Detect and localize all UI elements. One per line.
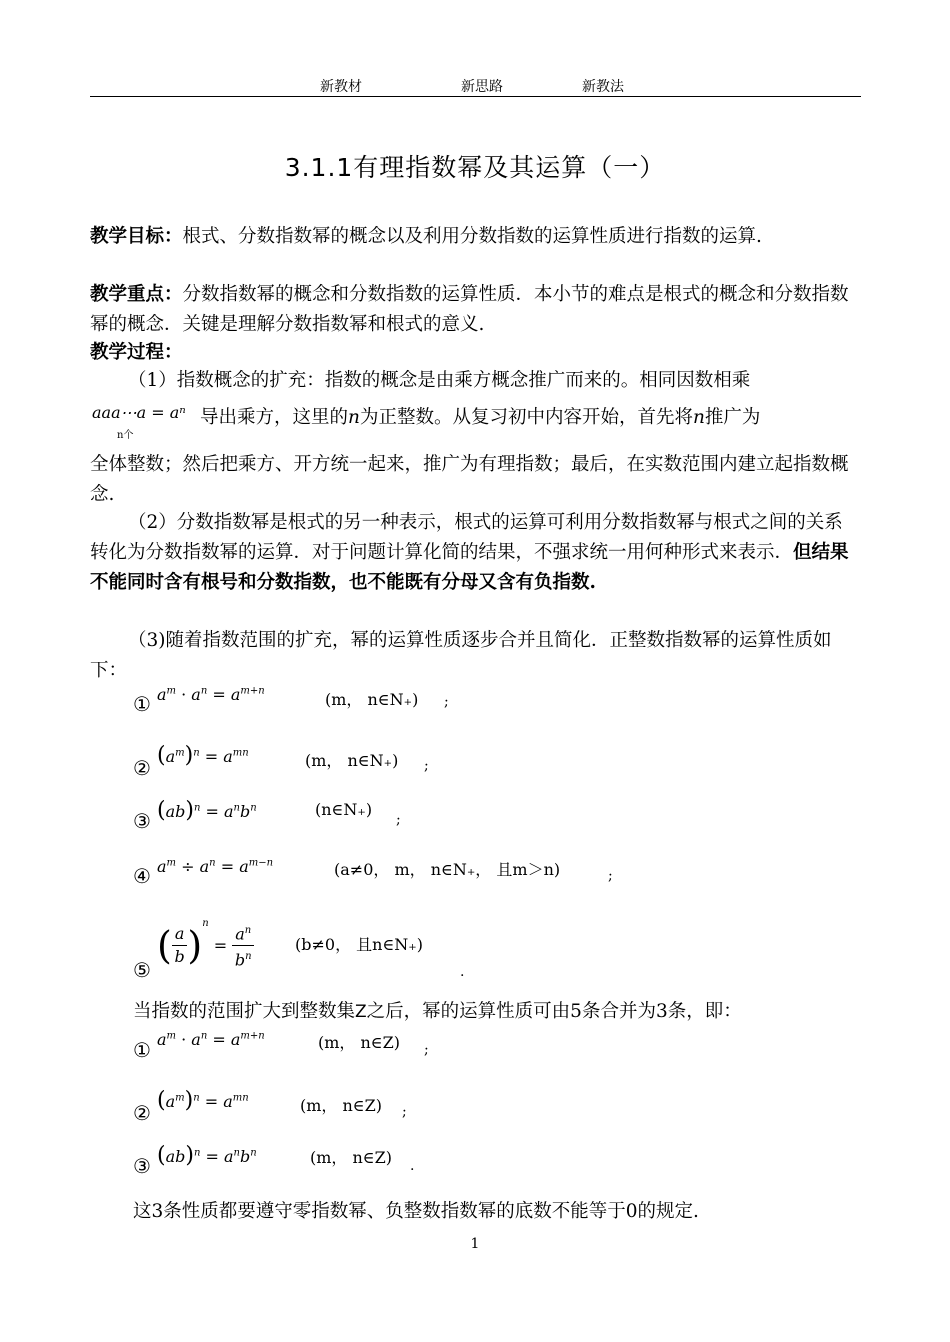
paragraph-1-line-1: （1）指数概念的扩充：指数的概念是由乘方概念推广而来的。相同因数相乘 [128, 370, 751, 391]
rule-pos-4-formula: $a^m \div a^n = a^{m-n}$ [157, 857, 274, 876]
rule-pos-5-end: . [460, 964, 465, 980]
rule-pos-2-end: ; [424, 758, 429, 774]
paragraph-1-rest: 全体整数；然后把乘方、开方统一起来，推广为有理指数；最后，在实数范围内建立起指数概念. [90, 454, 849, 505]
rule-pos-4-number: ④ [133, 864, 151, 888]
rule-pos-3-formula: $(ab)^n = a^nb^n$ [157, 798, 257, 823]
header-rule [90, 96, 861, 97]
paragraph-2: （2）分数指数幂是根式的另一种表示，根式的运算可利用分数指数幂与根式之间的关系转化为分数指数幂的运算．对于问题计算化简的结果，不强求统一用何种形式来表示．但结果不能同时含有根号和分数指数，也不能既有分母又含有负指数. [90, 512, 849, 593]
rule-pos-3-end: ; [396, 812, 401, 828]
paragraph-5: 这3条性质都要遵守零指数幂、负整数指数幂的底数不能等于0的规定. [133, 1201, 699, 1222]
emphasis-text: 但结果不能同时含有根号和分数指数，也不能既有分母又含有负指数. [90, 542, 849, 593]
rule-int-1-condition: (m， n∈Z) [318, 1033, 401, 1052]
rule-pos-5-condition: (b≠0， 且n∈N₊) [295, 935, 423, 954]
page-number: 1 [470, 1236, 480, 1252]
rule-pos-4-end: ; [608, 868, 613, 884]
rule-int-3-condition: (m， n∈Z) [310, 1148, 393, 1167]
rule-pos-3-condition: (n∈N₊) [315, 800, 373, 819]
rule-int-2-end: ; [402, 1104, 407, 1120]
key-text: 分数指数幂的概念和分数指数的运算性质．本小节的难点是根式的概念和分数指数幂的概念．关键是理解分数指数幂和根式的意义. [90, 284, 849, 335]
rule-pos-2-condition: (m， n∈N₊) [305, 751, 399, 770]
rule-int-2-number: ② [133, 1101, 151, 1125]
rule-pos-1-condition: (m， n∈N₊) [325, 690, 419, 709]
rule-int-3-end: . [410, 1158, 415, 1174]
rule-pos-2-number: ② [133, 756, 151, 780]
rule-int-2-formula: $(a^m)^n = a^{mn}$ [157, 1088, 249, 1113]
key-paragraph [90, 280, 861, 340]
rule-pos-1-formula: $a^m \cdot a^n = a^{m+n}$ [157, 685, 265, 704]
integer-set-symbol: Z [355, 1002, 367, 1022]
rule-pos-4-condition: (a≠0， m， n∈N₊， 且m＞n) [334, 860, 561, 879]
paragraph-3: （3)随着指数范围的扩充，幂的运算性质逐步合并且简化．正整数指数幂的运算性质如下： [90, 630, 832, 681]
rule-int-1-end: ; [424, 1042, 429, 1058]
header-item-3: 新教法 [582, 79, 624, 95]
header-item-1: 新教材 [320, 79, 362, 95]
process-label: 教学过程： [90, 342, 183, 363]
rule-int-1-formula: $a^m \cdot a^n = a^{m+n}$ [157, 1030, 265, 1049]
paragraph-1-line-2: 导出乘方，这里的n为正整数。从复习初中内容开始，首先将n推广为 [200, 407, 761, 428]
power-definition-subscript: n个 [117, 430, 134, 441]
header-item-2: 新思路 [461, 79, 503, 95]
power-definition-formula: aaa⋯a = aⁿ [92, 403, 186, 422]
rule-pos-5-number: ⑤ [133, 958, 151, 982]
key-label: 教学重点： [90, 284, 183, 305]
goal-label: 教学目标： [90, 226, 183, 247]
page-title: 3.1.1有理指数幂及其运算（一） [284, 153, 666, 182]
rule-pos-2-formula: $(a^m)^n = a^{mn}$ [157, 743, 249, 768]
rule-pos-1-end: ; [444, 694, 449, 710]
rule-int-3-number: ③ [133, 1154, 151, 1178]
paragraph-4: 当指数的范围扩大到整数集Z之后，幂的运算性质可由5条合并为3条，即： [133, 1001, 742, 1022]
rule-pos-5-formula: ( $\frac{a}{b}$ )$^n$ = $\frac{a^n}{b^n}$ [157, 918, 254, 978]
rule-int-3-formula: $(ab)^n = a^nb^n$ [157, 1143, 257, 1168]
rule-pos-3-number: ③ [133, 809, 151, 833]
rule-int-2-condition: (m， n∈Z) [300, 1096, 383, 1115]
rule-int-1-number: ① [133, 1038, 151, 1062]
rule-pos-1-number: ① [133, 692, 151, 716]
goal-paragraph [90, 222, 861, 252]
goal-text: 根式、分数指数幂的概念以及利用分数指数的运算性质进行指数的运算. [182, 226, 762, 247]
